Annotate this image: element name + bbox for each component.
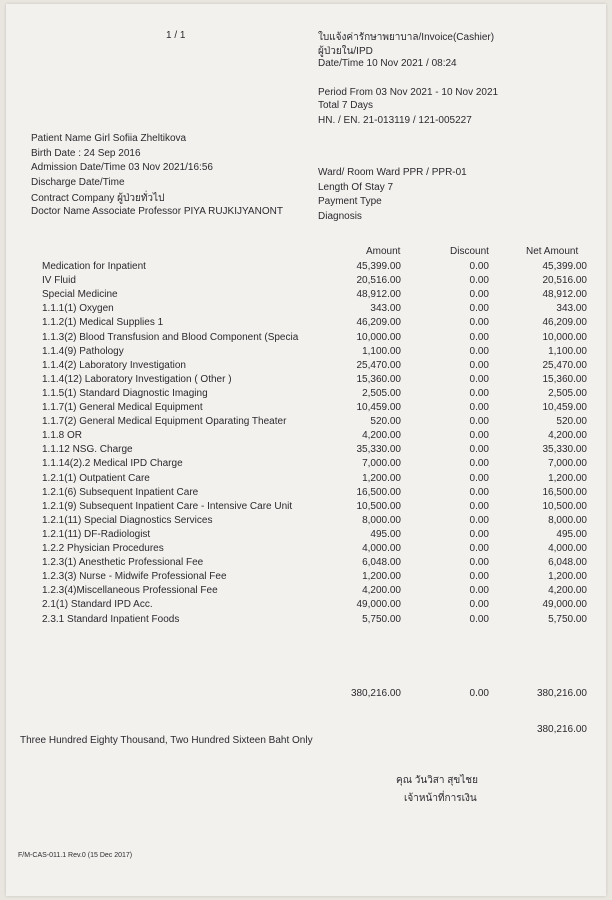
item-description: Medication for Inpatient: [42, 261, 146, 272]
item-net-amount: 10,459.00: [542, 402, 587, 413]
item-amount: 48,912.00: [356, 289, 401, 301]
item-description: 1.1.14(2).2 Medical IPD Charge: [42, 458, 183, 470]
invoice-datetime: Date/Time 10 Nov 2021 / 08:24: [318, 58, 457, 69]
item-amount: 20,516.00: [356, 275, 401, 287]
item-discount: 0.00: [469, 528, 489, 540]
item-net-amount: 1,200.00: [548, 472, 587, 484]
item-net-amount: 520.00: [556, 416, 587, 428]
item-net-amount: 4,200.00: [548, 430, 587, 442]
col-net-header: Net Amount: [526, 246, 579, 257]
item-discount: 0.00: [469, 416, 489, 428]
item-net-amount: 7,000.00: [548, 458, 587, 470]
item-net-amount: 35,330.00: [542, 444, 587, 456]
item-discount: 0.00: [469, 275, 489, 287]
item-description: IV Fluid: [42, 275, 76, 287]
item-net-amount: 25,470.00: [542, 359, 587, 371]
item-discount: 0.00: [469, 557, 489, 569]
signatory-role: เจ้าหน้าที่การเงิน: [404, 793, 477, 804]
patient-type: ผู้ป่วยใน/IPD: [318, 46, 373, 57]
item-amount: 4,200.00: [362, 585, 401, 597]
item-amount: 49,000.00: [356, 599, 401, 611]
item-description: Special Medicine: [42, 289, 118, 301]
item-description: 1.1.7(1) General Medical Equipment: [42, 402, 203, 413]
total-net: 380,216.00: [536, 688, 587, 699]
item-amount: 35,330.00: [356, 444, 401, 456]
doctor-name: Doctor Name Associate Professor PIYA RUJKIJYANONT: [31, 206, 283, 217]
item-net-amount: 1,100.00: [548, 345, 587, 357]
diagnosis: Diagnosis: [318, 211, 362, 222]
item-net-amount: 343.00: [556, 303, 587, 315]
item-description: 2.1(1) Standard IPD Acc.: [42, 599, 153, 611]
item-amount: 5,750.00: [362, 613, 401, 625]
item-net-amount: 15,360.00: [542, 373, 587, 385]
item-net-amount: 5,750.00: [548, 613, 587, 625]
item-amount: 4,000.00: [362, 543, 401, 554]
item-discount: 0.00: [469, 359, 489, 371]
item-net-amount: 1,200.00: [548, 571, 587, 583]
item-description: 1.1.8 OR: [42, 430, 83, 442]
invoice-paper: [6, 4, 606, 896]
col-discount-header: Discount: [450, 246, 489, 257]
item-discount: 0.00: [469, 599, 489, 611]
item-description: 1.2.1(9) Subsequent Inpatient Care - Intensive Care Unit: [42, 500, 293, 512]
admission-datetime: Admission Date/Time 03 Nov 2021/16:56: [31, 162, 213, 173]
item-discount: 0.00: [469, 543, 489, 554]
item-amount: 16,500.00: [356, 486, 401, 498]
item-net-amount: 4,000.00: [548, 543, 587, 554]
item-discount: 0.00: [469, 613, 489, 625]
item-description: 1.1.1(1) Oxygen: [42, 303, 114, 315]
form-code: F/M-CAS-011.1 Rev.0 (15 Dec 2017): [18, 852, 133, 859]
item-amount: 6,048.00: [362, 557, 401, 569]
item-discount: 0.00: [469, 387, 489, 399]
item-amount: 4,200.00: [362, 430, 401, 442]
item-amount: 343.00: [370, 303, 401, 315]
item-discount: 0.00: [469, 373, 489, 385]
item-description: 1.2.3(3) Nurse - Midwife Professional Fee: [42, 571, 227, 583]
contract-company: Contract Company ผู้ป่วยทั่วไป: [31, 193, 165, 204]
item-amount: 10,500.00: [356, 500, 401, 512]
item-net-amount: 495.00: [556, 528, 587, 540]
item-discount: 0.00: [469, 486, 489, 498]
item-description: 1.2.3(1) Anesthetic Professional Fee: [42, 557, 204, 569]
item-amount: 1,100.00: [362, 345, 401, 357]
item-net-amount: 8,000.00: [548, 514, 587, 526]
total-days: Total 7 Days: [318, 100, 374, 111]
item-description: 1.1.12 NSG. Charge: [42, 444, 133, 456]
item-net-amount: 2,505.00: [548, 387, 587, 399]
item-net-amount: 45,399.00: [542, 261, 587, 272]
item-description: 1.2.3(4)Miscellaneous Professional Fee: [42, 585, 218, 597]
item-description: 1.1.7(2) General Medical Equipment Oparating Theater: [42, 416, 287, 428]
item-amount: 520.00: [370, 416, 401, 428]
item-net-amount: 4,200.00: [548, 585, 587, 597]
item-net-amount: 10,500.00: [542, 500, 587, 512]
grand-total: 380,216.00: [536, 724, 587, 735]
total-amount: 380,216.00: [350, 688, 401, 699]
item-amount: 1,200.00: [362, 571, 401, 583]
item-discount: 0.00: [469, 303, 489, 315]
signatory-name: คุณ วันวิสา สุขไชย: [396, 775, 478, 786]
item-net-amount: 49,000.00: [542, 599, 587, 611]
item-description: 1.1.3(2) Blood Transfusion and Blood Component (Specia: [42, 331, 299, 343]
item-amount: 8,000.00: [362, 514, 401, 526]
item-discount: 0.00: [469, 261, 489, 272]
period: Period From 03 Nov 2021 - 10 Nov 2021: [318, 87, 499, 98]
item-description: 1.2.1(6) Subsequent Inpatient Care: [42, 486, 199, 498]
total-discount: 0.00: [469, 688, 489, 699]
item-net-amount: 20,516.00: [542, 275, 587, 287]
item-discount: 0.00: [469, 500, 489, 512]
item-description: 1.1.4(2) Laboratory Investigation: [42, 359, 186, 371]
item-description: 1.1.2(1) Medical Supplies 1: [42, 317, 164, 329]
item-discount: 0.00: [469, 345, 489, 357]
invoice-title: ใบแจ้งค่ารักษาพยาบาล/Invoice(Cashier): [318, 32, 495, 43]
item-description: 1.1.4(12) Laboratory Investigation ( Other ): [42, 373, 232, 385]
item-amount: 7,000.00: [362, 458, 401, 470]
item-discount: 0.00: [469, 458, 489, 470]
hn-en: HN. / EN. 21-013119 / 121-005227: [318, 115, 472, 126]
item-discount: 0.00: [469, 289, 489, 301]
item-amount: 45,399.00: [356, 261, 401, 272]
item-amount: 495.00: [370, 528, 401, 540]
item-net-amount: 16,500.00: [542, 486, 587, 498]
item-net-amount: 46,209.00: [542, 317, 587, 329]
item-discount: 0.00: [469, 317, 489, 329]
length-of-stay: Length Of Stay 7: [318, 182, 394, 193]
item-description: 1.2.1(11) DF-Radiologist: [42, 528, 151, 540]
item-description: 1.2.1(11) Special Diagnostics Services: [42, 514, 213, 526]
item-description: 1.2.1(1) Outpatient Care: [42, 472, 150, 484]
item-discount: 0.00: [469, 585, 489, 597]
item-amount: 10,459.00: [356, 402, 401, 413]
ward-room: Ward/ Room Ward PPR / PPR-01: [318, 167, 467, 178]
item-discount: 0.00: [469, 571, 489, 583]
item-description: 1.1.4(9) Pathology: [42, 345, 124, 357]
item-amount: 1,200.00: [362, 472, 401, 484]
item-description: 1.2.2 Physician Procedures: [42, 543, 164, 554]
amount-in-words: Three Hundred Eighty Thousand, Two Hundred Sixteen Baht Only: [20, 735, 313, 746]
item-discount: 0.00: [469, 472, 489, 484]
item-amount: 2,505.00: [362, 387, 401, 399]
item-discount: 0.00: [469, 514, 489, 526]
page-indicator: 1 / 1: [166, 30, 186, 41]
discharge-datetime: Discharge Date/Time: [31, 177, 125, 188]
item-description: 2.3.1 Standard Inpatient Foods: [42, 613, 180, 625]
item-discount: 0.00: [469, 331, 489, 343]
patient-name: Patient Name Girl Sofiia Zheltikova: [31, 133, 187, 144]
item-amount: 25,470.00: [356, 359, 401, 371]
item-discount: 0.00: [469, 402, 489, 413]
item-discount: 0.00: [469, 444, 489, 456]
item-discount: 0.00: [469, 430, 489, 442]
payment-type: Payment Type: [318, 196, 382, 207]
item-description: 1.1.5(1) Standard Diagnostic Imaging: [42, 387, 208, 399]
item-amount: 46,209.00: [356, 317, 401, 329]
birth-date: Birth Date : 24 Sep 2016: [31, 148, 141, 159]
item-amount: 15,360.00: [356, 373, 401, 385]
item-amount: 10,000.00: [356, 331, 401, 343]
col-amount-header: Amount: [366, 246, 401, 257]
item-net-amount: 6,048.00: [548, 557, 587, 569]
item-net-amount: 10,000.00: [542, 331, 587, 343]
item-net-amount: 48,912.00: [542, 289, 587, 301]
